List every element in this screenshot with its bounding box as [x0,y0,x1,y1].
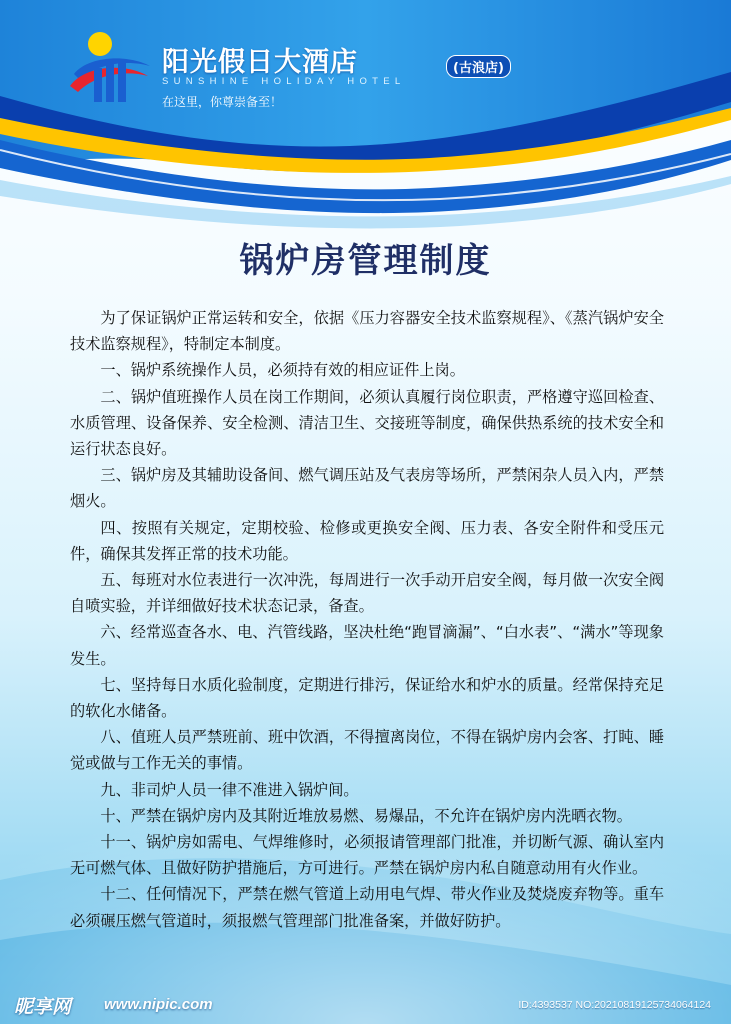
paragraph-intro: 为了保证锅炉正常运转和安全，依据《压力容器安全技术监察规程》、《蒸汽锅炉安全技术监察规程》，特制定本制度。 [70,309,664,354]
paragraph-rule-1: 一、锅炉系统操作人员，必须持有效的相应证件上岗。 [100,361,465,380]
watermark-logo: 昵享网 [14,996,72,1018]
paragraph-rule-11: 十一、锅炉房如需电、气焊维修时，必须报请管理部门批准，并切断气源、确认室内无可燃气体、且做好防护措施后，方可进行。严禁在锅炉房内私自随意动用有火作业。 [70,833,664,878]
hotel-branch-label: (古浪店) [446,55,511,78]
paragraph-rule-3: 三、锅炉房及其辅助设备间、燃气调压站及气表房等场所，严禁闲杂人员入内，严禁烟火。 [70,466,664,511]
hotel-logo-icon [68,30,154,108]
paragraph-rule-12: 十二、任何情况下，严禁在燃气管道上动用电气焊、带火作业及焚烧废弃物等。重车必须碾压燃气管道时，须报燃气管理部门批准备案，并做好防护。 [70,885,664,930]
paragraph-rule-9: 九、非司炉人员一律不准进入锅炉间。 [100,780,359,799]
hotel-name-english: SUNSHINE HOLIDAY HOTEL [162,76,406,87]
document-title: 锅炉房管理制度 [239,241,492,281]
paragraph-rule-8: 八、值班人员严禁班前、班中饮酒，不得擅离岗位，不得在锅炉房内会客、打盹、睡觉或做与工作无关的事情。 [70,728,664,773]
paragraph-rule-4: 四、按照有关规定，定期校验、检修或更换安全阀、压力表、各安全附件和受压元件，确保其发挥正常的技术功能。 [70,518,664,563]
watermark-url: www.nipic.com [104,996,213,1013]
watermark-id: ID:4393537 NO:20210819125734064124 [518,999,711,1011]
hotel-slogan: 在这里，你尊崇备至！ [162,95,283,109]
paragraph-rule-7: 七、坚持每日水质化验制度，定期进行排污，保证给水和炉水的质量。经常保持充足的软化水储备。 [70,675,664,721]
paragraph-rule-6: 六、经常巡查各水、电、汽管线路，坚决杜绝“跑冒滴漏”、“白水表”、“满水”等现象发生。 [70,623,664,668]
hotel-name: 阳光假日大酒店 [162,47,358,78]
paragraph-rule-2: 二、锅炉值班操作人员在岗工作期间，必须认真履行岗位职责，严格遵守巡回检查、水质管理、设备保养、安全检测、清洁卫生、交接班等制度，确保供热系统的技术安全和运行状态良好。 [70,387,664,459]
paragraph-rule-5: 五、每班对水位表进行一次冲洗，每周进行一次手动开启安全阀，每月做一次安全阀自喷实验，并详细做好技术状态记录，备查。 [70,571,664,616]
paragraph-rule-10: 十、严禁在锅炉房内及其附近堆放易燃、易爆品，不允许在锅炉房内洗晒衣物。 [100,806,632,825]
regulation-text [70,305,664,934]
